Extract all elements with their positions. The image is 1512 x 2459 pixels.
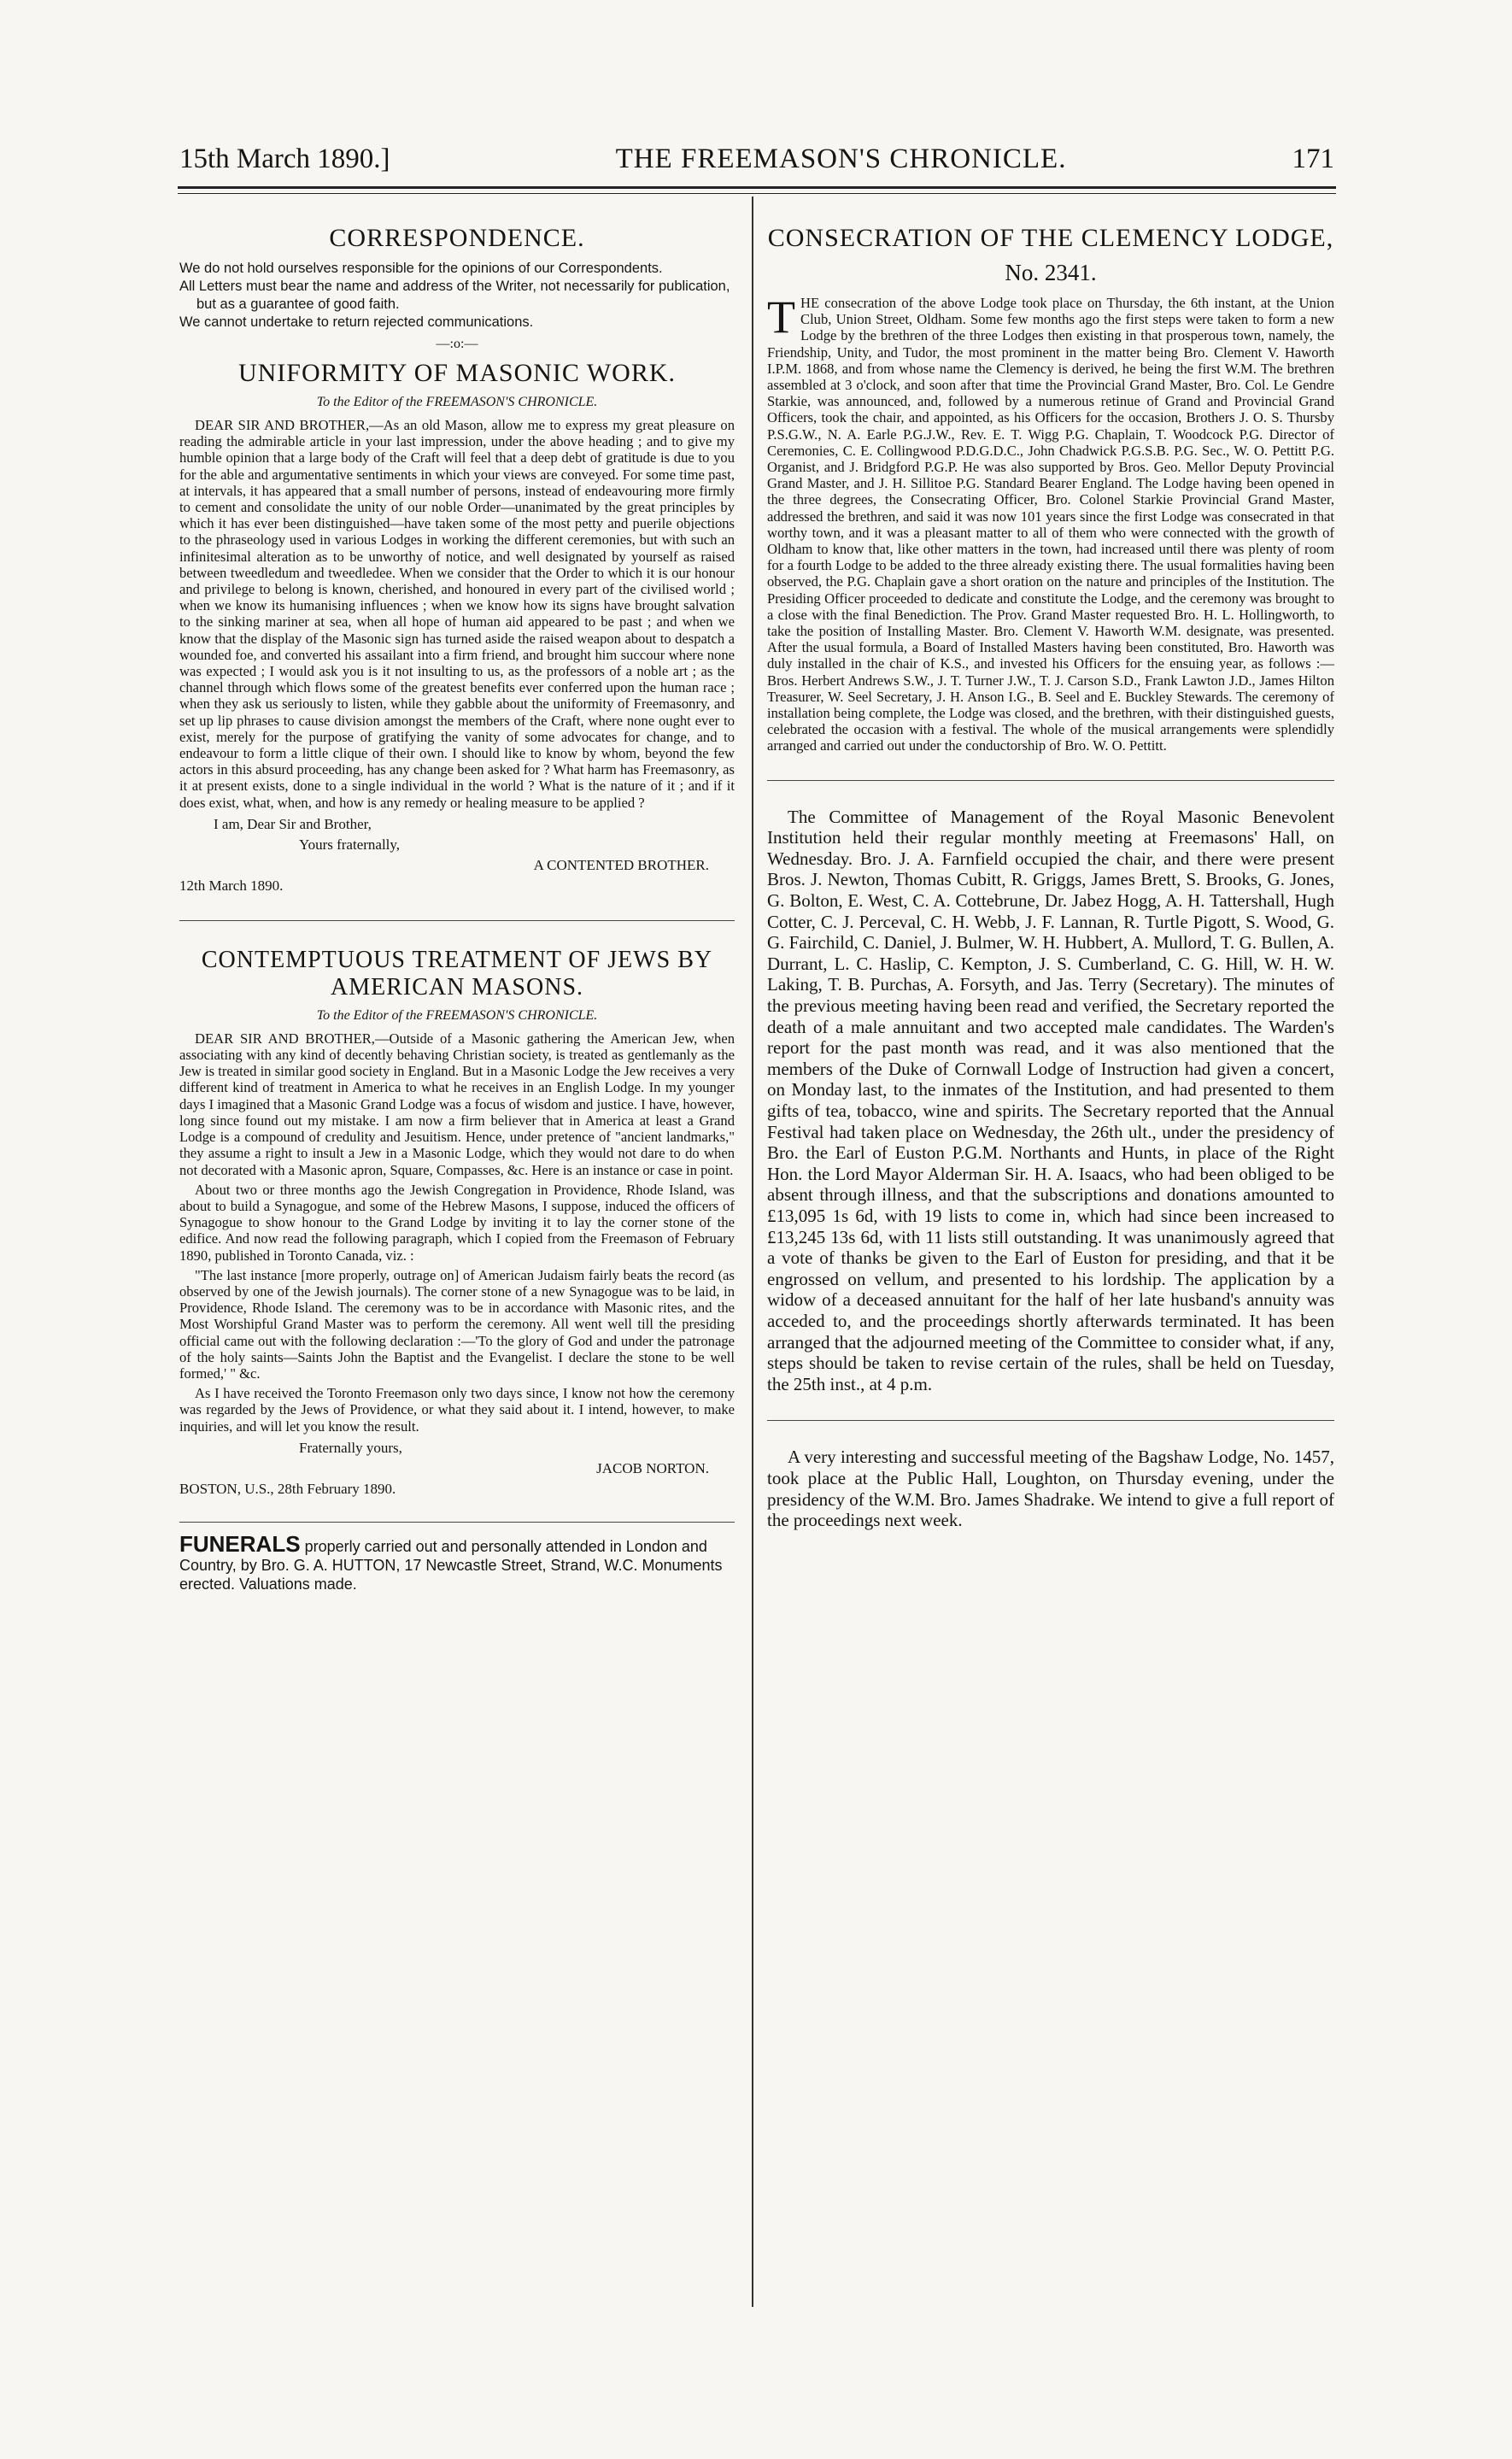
uniformity-signature: A CONTENTED BROTHER. <box>533 856 709 873</box>
contemptuous-dateline: BOSTON, U.S., 28th February 1890. <box>179 1480 396 1497</box>
header-rule <box>178 186 1336 189</box>
advert-lead: FUNERALS <box>179 1530 301 1557</box>
funeral-advertisement <box>179 1522 735 1593</box>
uniformity-closing: I am, Dear Sir and Brother, <box>214 815 372 832</box>
contemptuous-paragraph-1: DEAR SIR AND BROTHER,—Outside of a Masonic gathering the American Jew, when associating with any kind of decently behaving Christian society, is treated as gentlemanly as the Jew is treated in similar good society in England. But in a Masonic Lodge the Jew receives a very different kind of treatment in America to what he receives in an English Lodge. In my younger days I imagined that a Masonic Grand Lodge was a focus of wisdom and justice. I have, however, long since found out my mistake. I am now a firm believer that in America at least a Grand Lodge is a compound of credulity and Jesuitism. Hence, under pretence of "ancient landmarks," they assume a right to insult a Jew in a Masonic Lodge, which they would not dare to do when not decorated with a Masonic apron, Square, Compasses, &c. Here is an instance or case in point. <box>179 1030 735 1178</box>
contemptuous-paragraph-3: "The last instance [more properly, outrage on] of American Judaism fairly beats the record (as observed by one of the Jewish journals). The corner stone of a new Synagogue was to be laid, in Providence, Rhode Island. The ceremony was to be in accordance with Masonic rites, and the Most Worshipful Grand Master was to perform the ceremony. All went well till the presiding official came out with the following declaration :—'To the glory of God and under the patronage of the holy saints—Saints John the Baptist and the Evangelist. I declare the stone to be well formed,' " &c. <box>179 1266 735 1382</box>
uniformity-yours: Yours fraternally, <box>299 836 401 853</box>
uniformity-date: 12th March 1890. <box>179 877 284 894</box>
column-divider <box>752 197 753 2307</box>
uniformity-heading: UNIFORMITY OF MASONIC WORK. <box>237 359 677 387</box>
page-header <box>179 135 1334 183</box>
section-separator: —:o:— <box>436 337 478 351</box>
uniformity-letter: DEAR SIR AND BROTHER,—As an old Mason, allow me to express my great pleasure on reading the admirable article in your last impression, under the above heading ; and to give my humble opinion that a large body of the Craft will feel that a deep debt of gratitude is due to you for the able and argumentative sentiments in which your views are conveyed. For some time past, at intervals, it has appeared that a small number of persons, instead of endeavouring more firmly to cement and consolidate the unity of our noble Order—unanimated by the great principles by which it has ever been distinguished—have taken some of the most petty and puerile objections to the phraseology used in various Lodges in working the different ceremonies, but with such an infinitesimal alteration as to be unworthy of notice, and well designated by yourself as raised between tweedledum and tweedledee. When we consider that the Order to which it is our honour and privilege to belong is known, cherished, and honoured in every part of the civilised world ; when we know its humanising influences ; when we know how its signs have brought salvation to the sinking mariner at sea, when all hope of human aid appeared to be past ; and when we know that the display of the Masonic sign has turned aside the raised weapon about to despatch a wounded foe, and converted his assailant into a firm friend, and brought him succour where none was expected ; I would ask you is it not insulting to us, as the professors of a noble art ; as the channel through which flows some of the greatest benefits ever conferred upon the human race ; when they ask us seriously to listen, while they gabble about the uniformity of Freemasonry, and set up lip phrases to cause division amongst the members of the Craft, where none ought ever to exist, merely for the purpose of gratifying the vanity of some advocates for change, and to endeavour to form a little clique of their own. I should like to know by whom, beyond the few actors in this absurd proceeding, has any change been asked for ? What harm has Freemasonry, as it at present exists, done to a single individual in the world ? What is the nature of it ; and if it does exist, what, when, and how is any remedy or healing measure to be applied ? <box>179 417 735 811</box>
contemptuous-paragraph-2: About two or three months ago the Jewish Congregation in Providence, Rhode Island, was about to build a Synagogue, and some of the Hebrew Masons, I suppose, induced the officers of Synagogue to show honour to the Grand Lodge by inviting it to lay the corner stone of the edifice. And now read the following paragraph, which I copied from the Freemason of February 1890, published in Toronto Canada, viz. : <box>179 1181 735 1264</box>
bagshaw-report: A very interesting and successful meeting of the Bagshaw Lodge, No. 1457, took place at the Public Hall, Loughton, on Thursday evening, under the presidency of the W.M. Bro. James Shadrake. We intend to give a full report of the proceedings next week. <box>767 1447 1334 1531</box>
consecration-heading: CONSECRATION OF THE CLEMENCY LODGE, <box>767 224 1334 252</box>
article-separator-right <box>767 780 1334 781</box>
article-separator-right-2 <box>767 1420 1334 1421</box>
uniformity-dedication: To the Editor of the FREEMASON'S CHRONICLE. <box>316 395 598 409</box>
publication-title: THE FREEMASON'S CHRONICLE. <box>615 143 1067 174</box>
contemptuous-heading: CONTEMPTUOUS TREATMENT OF JEWS BY AMERICAN MASONS. <box>201 946 713 1001</box>
drop-cap: T <box>767 291 795 343</box>
editorial-note-3: We cannot undertake to return rejected communications. <box>179 314 534 330</box>
committee-report: The Committee of Management of the Royal Masonic Benevolent Institution held their regular monthly meeting at Freemasons' Hall, on Wednesday. Bro. J. A. Farnfield occupied the chair, and there were present Bros. J. Newton, Thomas Cubitt, R. Griggs, James Brett, S. Brooks, G. Jones, G. Bolton, E. West, C. A. Cottebrune, Dr. Jabez Hogg, A. H. Tattershall, Hugh Cotter, C. J. Perceval, C. H. Webb, J. F. Lannan, R. Turtle Pigott, S. Wood, G. G. Fairchild, C. Daniel, J. Bulmer, W. H. Hubbert, A. Mullord, T. G. Bullen, A. Durrant, L. C. Haslip, C. Kempton, J. S. Cumberland, C. G. Hill, W. H. W. Laking, T. B. Purchas, A. Forsyth, and Jas. Terry (Secretary). The minutes of the previous meeting having been read and verified, the Secretary reported the death of a male annuitant and two accepted male candidates. The Warden's report for the past month was read, and it was also mentioned that the members of the Duke of Cornwall Lodge of Instruction had given a concert, on Monday last, to the inmates of the Institution, and had presented to them gifts of tea, tobacco, wine and spirits. The Secretary reported that the Annual Festival had taken place on Wednesday, the 26th ult., under the presidency of Bro. the Earl of Euston P.G.M. Northants and Hunts, in place of the Right Hon. the Lord Mayor Alderman Sir. H. A. Isaacs, who had been obliged to be absent through illness, and that the subscriptions and donations amounted to £13,095 1s 6d, with 19 lists to come in, which had since been increased to £13,245 13s 6d, with 11 lists still outstanding. It was unanimously agreed that a vote of thanks be given to the Earl of Euston for presiding, and that it be engrossed on vellum, and presented to his lordship. The application by a widow of a deceased annuitant for the half of her late husband's annuity was acceded to, and the proceedings shortly afterwards terminated. It has been arranged that the adjourned meeting of the Committee to consider what, if any, steps should be taken to revise certain of the rules, shall be held on Tuesday, the 25th inst., at 4 p.m. <box>767 806 1334 1394</box>
issue-date: 15th March 1890.] <box>179 143 390 174</box>
editorial-note-2: All Letters must bear the name and address of the Writer, not necessarily for publication, but as a guarantee of good faith. <box>179 279 730 312</box>
article-separator <box>179 920 735 921</box>
right-column <box>767 224 1334 1531</box>
contemptuous-yours: Fraternally yours, <box>299 1439 402 1456</box>
advert-text: properly carried out and personally attended in London and Country, by Bro. G. A. HUTTON, 17 Newcastle Street, Strand, W.C. Monuments erected. Valuations made. <box>179 1537 723 1593</box>
consecration-subheading: No. 2341. <box>1005 260 1097 285</box>
editorial-note-1: We do not hold ourselves responsible for the opinions of our Correspondents. <box>179 261 663 276</box>
consecration-text: HE consecration of the above Lodge took place on Thursday, the 6th instant, at the Union Club, Union Street, Oldham. Some few months ago the first steps were taken to form a new Lodge by the brethren of the three Lodges then existing in that prosperous town, namely, the Friendship, Unity, and Tudor, the most prominent in the matter being Bro. Clement V. Haworth I.P.M. 1868, and from whose name the Clemency is derived, he being the first W.M. The brethren assembled at 3 o'clock, and soon after that time the Provincial Grand Master, Bro. Col. Le Gendre Starkie, was announced, and, followed by a numerous retinue of Grand and Provincial Grand Officers, took the chair, and appointed, as his Officers for the occasion, Brothers J. O. S. Thursby P.S.G.W., N. A. Earle P.G.J.W., Rev. E. T. Wigg P.G. Chaplain, T. Woodcock P.G. Director of Ceremonies, C. E. Collingwood P.D.G.D.C., John Chadwick P.G.S.B. P.G. Sec., W. O. Pettitt P.G. Organist, and J. Bridgford P.G.P. He was also supported by Bros. Geo. Mellor Deputy Provincial Grand Master, and J. H. Sillitoe P.G. Standard Bearer England. The Lodge having been opened in the three degrees, the Consecrating Officer, Bro. Colonel Starkie Provincial Grand Master, addressed the brethren, and said it was now 101 years since the first Lodge was consecrated in that worthy town, and it was a pleasant matter to all of them who were connected with the growth of Oldham to know that, like other matters in the town, had increased until there was plenty of room for a fourth Lodge to be added to the three already existing there. The usual formalities having been observed, the P.G. Chaplain gave a short oration on the nature and principles of the Institution. The Presiding Officer proceeded to dedicate and constitute the Lodge, and the ceremony was brought to a close with the final Benediction. The Prov. Grand Master requested Bro. H. L. Hollingworth, to take the position of Installing Master. Bro. Clement V. Haworth W.M. designate, was presented. After the usual formula, a Board of Installed Masters having been constituted, Bro. Haworth was duly installed in the chair of K.S., and invested his Officers for the ensuing year, as follows :—Bros. Herbert Andrews S.W., J. T. Turner J.W., T. J. Carson S.D., Frank Lawton J.D., James Hilton Treasurer, W. Seel Secretary, J. H. Anson I.G., B. Seel and E. Buckley Stewards. The ceremony of installation being complete, the Lodge was closed, and the brethren, with their distinguished guests, celebrated the occasion with a festival. The whole of the musical arrangements were splendidly arranged and carried out under the conductorship of Bro. W. O. Pettitt. <box>767 295 1334 754</box>
contemptuous-paragraph-4: As I have received the Toronto Freemason only two days since, I know not how the ceremony was regarded by the Jews of Providence, or what they said about it. I intend, however, to make inquiries, and will let you know the result. <box>179 1385 735 1435</box>
left-column <box>179 224 735 1593</box>
page-number: 171 <box>1292 143 1334 174</box>
correspondence-heading: CORRESPONDENCE. <box>329 224 585 252</box>
contemptuous-dedication: To the Editor of the FREEMASON'S CHRONICLE. <box>316 1007 598 1023</box>
header-rule-thin <box>178 193 1336 194</box>
consecration-report <box>767 291 1334 754</box>
contemptuous-signature: JACOB NORTON. <box>596 1459 709 1476</box>
